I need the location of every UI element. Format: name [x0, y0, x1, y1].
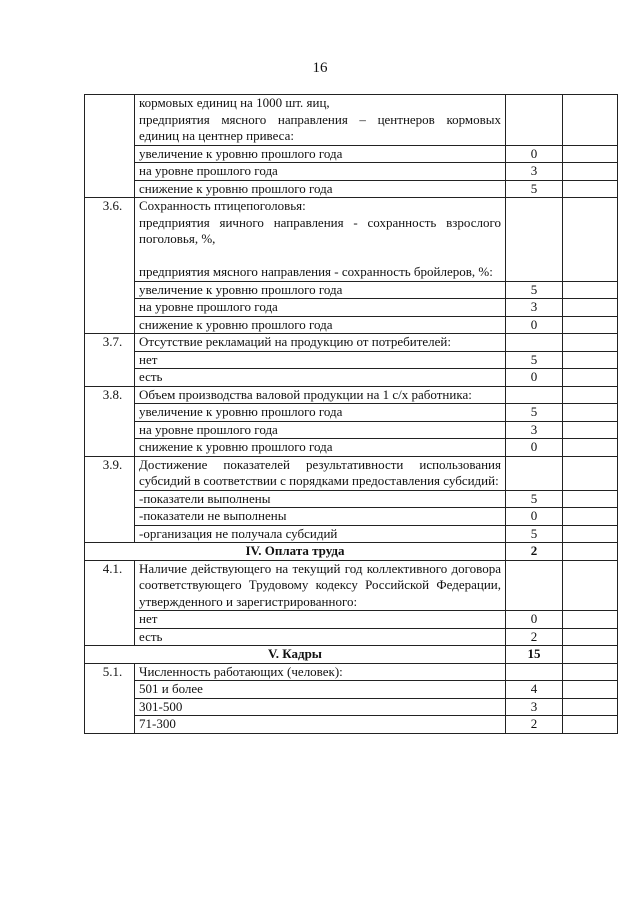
criterion-row — [85, 456, 618, 490]
extra-cell — [563, 646, 618, 664]
option-row — [85, 681, 618, 699]
score-cell: 3 — [506, 299, 563, 317]
score-cell: 0 — [506, 145, 563, 163]
score-cell: 0 — [506, 316, 563, 334]
criterion-text-line: Наличие действующего на текущий год коллективного договора соответствующего Трудовому кодексу Российской Федерации, утвержденного и зарегистрированного: — [139, 560, 501, 609]
criterion-number: 3.9. — [85, 456, 135, 543]
extra-cell — [563, 351, 618, 369]
extra-cell — [563, 663, 618, 681]
score-cell — [506, 334, 563, 352]
criterion-description — [135, 663, 506, 681]
section-score: 2 — [506, 543, 563, 561]
blank-line — [139, 248, 501, 265]
score-cell: 3 — [506, 421, 563, 439]
criterion-text-line: Объем производства валовой продукции на 1 с/х работника: — [139, 386, 472, 402]
extra-cell — [563, 611, 618, 629]
extra-cell — [563, 490, 618, 508]
extra-cell — [563, 456, 618, 490]
criteria-table-wrapper — [84, 94, 617, 734]
extra-cell — [563, 198, 618, 282]
criterion-text-line: предприятия мясного направления – центнеров кормовых единиц на центнер привеса: — [139, 111, 501, 143]
criterion-number: 5.1. — [85, 663, 135, 733]
option-label: есть — [135, 369, 506, 387]
option-row — [85, 180, 618, 198]
extra-cell — [563, 628, 618, 646]
extra-cell — [563, 560, 618, 611]
option-row — [85, 439, 618, 457]
option-row — [85, 145, 618, 163]
option-row — [85, 698, 618, 716]
option-label: увеличение к уровню прошлого года — [135, 281, 506, 299]
score-cell: 4 — [506, 681, 563, 699]
option-label: -показатели не выполнены — [135, 508, 506, 526]
option-label: на уровне прошлого года — [135, 421, 506, 439]
option-label: снижение к уровню прошлого года — [135, 180, 506, 198]
criterion-row — [85, 386, 618, 404]
score-cell: 5 — [506, 351, 563, 369]
option-row — [85, 281, 618, 299]
extra-cell — [563, 386, 618, 404]
criterion-text-line: Сохранность птицепоголовья: — [139, 198, 306, 213]
option-label: нет — [135, 351, 506, 369]
score-cell: 5 — [506, 404, 563, 422]
score-cell: 3 — [506, 163, 563, 181]
criterion-text-line: предприятия яичного направления - сохранность взрослого поголовья, %, — [139, 214, 501, 246]
score-cell: 5 — [506, 180, 563, 198]
criterion-row — [85, 198, 618, 282]
section-title: IV. Оплата труда — [85, 543, 506, 561]
score-cell — [506, 386, 563, 404]
option-label: 301-500 — [135, 698, 506, 716]
option-label: увеличение к уровню прошлого года — [135, 145, 506, 163]
option-row — [85, 490, 618, 508]
option-label: 501 и более — [135, 681, 506, 699]
option-label: снижение к уровню прошлого года — [135, 316, 506, 334]
score-cell: 5 — [506, 525, 563, 543]
option-row — [85, 351, 618, 369]
criterion-number: 3.8. — [85, 386, 135, 456]
option-row — [85, 369, 618, 387]
score-cell: 0 — [506, 439, 563, 457]
extra-cell — [563, 698, 618, 716]
criterion-number: 3.6. — [85, 198, 135, 334]
section-row — [85, 543, 618, 561]
criterion-row — [85, 560, 618, 611]
option-label: на уровне прошлого года — [135, 299, 506, 317]
extra-cell — [563, 681, 618, 699]
option-row — [85, 508, 618, 526]
criterion-number — [85, 95, 135, 198]
score-cell: 0 — [506, 369, 563, 387]
criterion-text-line: Отсутствие рекламаций на продукцию от потребителей: — [139, 334, 451, 349]
score-cell — [506, 95, 563, 146]
criterion-row — [85, 663, 618, 681]
extra-cell — [563, 404, 618, 422]
criterion-text-line: предприятия мясного направления - сохранность бройлеров, %: — [139, 264, 493, 279]
extra-cell — [563, 421, 618, 439]
criterion-number: 4.1. — [85, 560, 135, 646]
extra-cell — [563, 163, 618, 181]
criterion-number: 3.7. — [85, 334, 135, 387]
option-label: -организация не получала субсидий — [135, 525, 506, 543]
criterion-description — [135, 95, 506, 146]
criterion-text-line: кормовых единиц на 1000 шт. яиц, — [139, 95, 330, 110]
score-cell: 5 — [506, 490, 563, 508]
criterion-description — [135, 456, 506, 490]
option-row — [85, 421, 618, 439]
extra-cell — [563, 369, 618, 387]
criterion-row — [85, 95, 618, 146]
extra-cell — [563, 180, 618, 198]
score-cell: 3 — [506, 698, 563, 716]
score-cell: 2 — [506, 628, 563, 646]
criterion-text-line: Численность работающих (человек): — [139, 663, 343, 679]
option-row — [85, 163, 618, 181]
score-cell: 0 — [506, 611, 563, 629]
extra-cell — [563, 281, 618, 299]
criterion-description — [135, 334, 506, 352]
option-label: снижение к уровню прошлого года — [135, 439, 506, 457]
extra-cell — [563, 525, 618, 543]
option-label: -показатели выполнены — [135, 490, 506, 508]
option-row — [85, 628, 618, 646]
option-label: есть — [135, 628, 506, 646]
extra-cell — [563, 145, 618, 163]
extra-cell — [563, 543, 618, 561]
extra-cell — [563, 95, 618, 146]
criteria-table-body — [85, 95, 618, 734]
extra-cell — [563, 334, 618, 352]
page-number: 16 — [312, 60, 328, 76]
option-row — [85, 299, 618, 317]
option-label: 71-300 — [135, 716, 506, 734]
criterion-description — [135, 198, 506, 282]
score-cell — [506, 456, 563, 490]
criterion-text-line: Достижение показателей результативности использования субсидий в соответствии с порядками предоставления субсидий: — [139, 456, 501, 488]
score-cell — [506, 663, 563, 681]
option-row — [85, 525, 618, 543]
criterion-row — [85, 334, 618, 352]
option-row — [85, 716, 618, 734]
criterion-description — [135, 386, 506, 404]
score-cell — [506, 198, 563, 282]
score-cell: 2 — [506, 716, 563, 734]
option-label: на уровне прошлого года — [135, 163, 506, 181]
score-cell: 5 — [506, 281, 563, 299]
option-row — [85, 611, 618, 629]
section-title: V. Кадры — [85, 646, 506, 664]
extra-cell — [563, 508, 618, 526]
criterion-description — [135, 560, 506, 611]
option-row — [85, 316, 618, 334]
section-score: 15 — [506, 646, 563, 664]
extra-cell — [563, 299, 618, 317]
extra-cell — [563, 716, 618, 734]
extra-cell — [563, 316, 618, 334]
option-row — [85, 404, 618, 422]
extra-cell — [563, 439, 618, 457]
option-label: увеличение к уровню прошлого года — [135, 404, 506, 422]
score-cell — [506, 560, 563, 611]
criteria-table — [84, 94, 618, 734]
option-label: нет — [135, 611, 506, 629]
score-cell: 0 — [506, 508, 563, 526]
section-row — [85, 646, 618, 664]
